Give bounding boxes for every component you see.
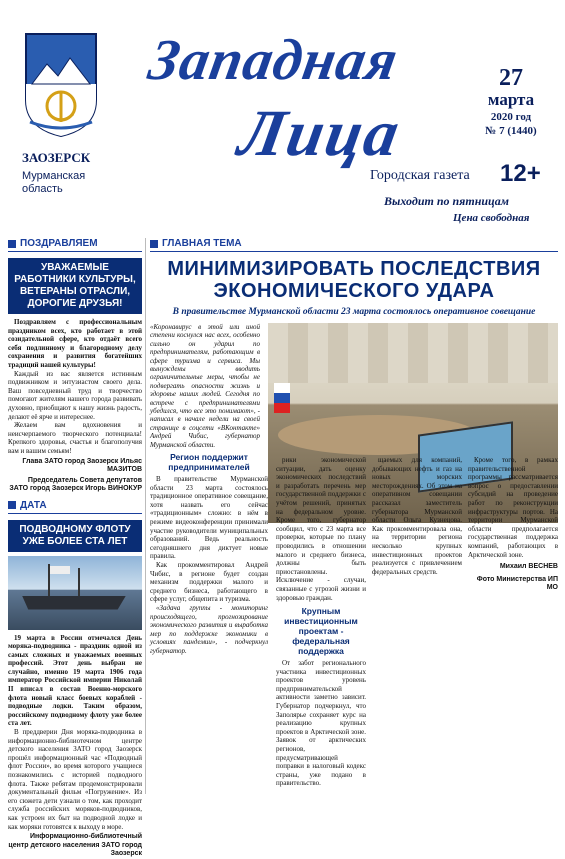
- age-rating: 12+: [500, 160, 541, 187]
- coat-of-arms-icon: [22, 30, 100, 140]
- submarine-photo: [8, 556, 142, 630]
- article-para: щаемых для компаний, добывающих нефть и газ на новых морских месторождениях. Об этом на оперативном совещании рассказал заместитель губернатора Мурманской области Ольга Кузнецова. Как прокомментировала она, на территории региона несколько крупных инвестиционных проектов реализуется с привлечением федеральных средств.: [372, 456, 462, 576]
- section-tag-congrats: ПОЗДРАВЛЯЕМ: [8, 238, 142, 252]
- article-headline: МИНИМИЗИРОВАТЬ ПОСЛЕДСТВИЯ ЭКОНОМИЧЕСКОГО УДАРА: [167, 258, 541, 302]
- date-para: В преддверии Дня моряка-подводника в информационно-библиотечном центре детского населения ЗАТО город Заозерск прошёл информационный час «Подводный флот России», во время которого учащиеся познакомились с историей подводного флота. Также ребятам продемонстрировали документальный фильм «Погружение». Из его сюжета дети узнали о том, как проходит служба российских моряков-подводников, как устроен их быт на подводной лодке и как моряки готовятся к выходу в море.: [8, 728, 142, 831]
- congrats-para: Желаем вам вдохновения и неисчерпаемого творческого потенциала! Крепкого здоровья, счастья и благополучия вам и вашим семьям!: [8, 421, 142, 455]
- issue-day: 27: [499, 65, 523, 91]
- sidebar: [8, 238, 142, 858]
- rubric: Регион поддержит предпринимателей: [168, 452, 250, 472]
- congrats-para: Поздравляем с профессиональным праздником всех, кто работает в этой созидательной сфере, кто отдаёт всего себя подлинному и благородному делу сохранения и развития богатейших традиций нашей культуры!: [8, 318, 142, 369]
- article-para: В правительстве Мурманской области 23 марта состоялось традиционное оперативное совещание, хотя назвать его сейчас «традиционным» сложно: в нём в режиме видеоконференции принимали участие руководители муниципальных образований. Ведь реальность сегодняшнего дня диктует новые правила.: [150, 475, 268, 561]
- gazette-type: Городская газета: [370, 168, 470, 183]
- issue-date-box: [465, 66, 557, 138]
- photo-credit: Фото Министерства ИП МО: [476, 575, 558, 592]
- publication-schedule: Выходит по пятницам: [384, 194, 509, 208]
- main-article: [150, 238, 558, 794]
- masthead: [0, 0, 565, 232]
- article-para: рики экономической ситуации, дать оценку экономических последствий и разработать перечень мер государственной поддержки с учётом решений, принятых на федеральном уровне. Кроме того, губернатор сообщил, что с 23 марта все проверки, которые по плану проводились в отношении малого и среднего бизнеса, должны быть приостановлены. Исключение - случаи, связанные с угрозой жизни и здоровью граждан.: [276, 456, 366, 602]
- article-para: Кроме того, в рамках правительственной программы рассматривается вопрос о предоставлении субсидий на проведение работ по реконструкции инфраструктуры портов. На территории Мурманской области предполагается государственная поддержка компаний, работающих в Арктической зоне.: [468, 456, 558, 559]
- title-line1: Западная: [144, 27, 404, 92]
- article-para: «Задача группы - мониторинг происходящего, прогнозирование экономического развития и выработка мер по поддержке экономики в условиях пандемии», - подчеркнул губернатор.: [150, 603, 268, 655]
- article-para: От забот регионального участника инвестиционных проектов уровень предпринимательской активности заметно зависит. Губернатор подчеркнул, что Заполярье сохраняет курс на реализацию крупных проектов в Арктической зоне. Заявок от арктических регионов, предусматривающей поправки в налоговый кодекс страны, уже подано в правительство.: [276, 659, 366, 788]
- section-tag-date: ДАТА: [8, 500, 142, 514]
- article-column-4: [468, 456, 558, 776]
- signature: Информационно-библиотечный центр детского населения ЗАТО город Заозерск: [8, 833, 142, 858]
- issue-number: № 7 (1440): [485, 125, 537, 137]
- price-label: Цена свободная: [453, 212, 530, 224]
- title-line2: Лица: [233, 97, 407, 170]
- signature: Председатель Совета депутатов ЗАТО город Заозерск Игорь ВИНОКУР: [9, 476, 142, 492]
- congrats-para: Каждый из вас является истинным подвижником и энтузиастом своего дела. Ваш повседневный труд и творчество помогают жителям нашего города развивать духовно, приобщают к нашу жизнь радость, делают её ярче и интереснее.: [8, 369, 142, 421]
- column-divider: [145, 238, 146, 794]
- issue-year: 2020 год: [490, 111, 532, 123]
- date-para: 19 марта в России отмечался День моряка-подводника - праздник одной из самых сложных и уважаемых военных профессий. Этот день выбран не случайно, именно 19 марта 1906 года император Российской империи Николай II вписал в состав Военно-морского флота новый класс боевых кораблей - подводные лодки. Таким образом, российскому подводному флоту уже более ста лет.: [8, 633, 142, 728]
- date-headline: ПОДВОДНОМУ ФЛОТУ УЖЕ БОЛЕЕ СТА ЛЕТ: [8, 520, 142, 552]
- congrats-headline: УВАЖАЕМЫЕ РАБОТНИКИ КУЛЬТУРЫ, ВЕТЕРАНЫ ОТРАСЛИ, ДОРОГИЕ ДРУЗЬЯ!: [8, 258, 142, 314]
- region-name: Мурманская область: [22, 170, 86, 195]
- square-icon: [150, 240, 158, 248]
- city-name: ЗАОЗЕРСК: [22, 150, 91, 165]
- congrats-body: [8, 318, 142, 456]
- rubric: Крупным инвестиционным проектам - федеральная поддержка: [284, 606, 358, 657]
- newspaper-title: [120, 26, 460, 176]
- square-icon: [8, 240, 16, 248]
- author-signature: Михаил ВЕСНЕВ: [499, 563, 558, 571]
- date-body: [8, 634, 142, 832]
- article-subhead: В правительстве Мурманской области 23 марта состоялось оперативное совещание: [172, 307, 536, 317]
- article-column-2: [276, 456, 366, 788]
- signature: Глава ЗАТО город Заозерск Ильяс МАЗИТОВ: [22, 457, 142, 473]
- article-column-3: [372, 456, 462, 776]
- square-icon: [8, 501, 16, 509]
- article-column-1: [150, 448, 268, 655]
- article-columns: [276, 456, 558, 788]
- article-para: Как прокомментировал Андрей Чибис, в регионе будет создан механизм поддержки малого и среднего бизнеса, работающего в сфере услуг, общепита и туризма.: [150, 560, 268, 604]
- section-tag-main: ГЛАВНАЯ ТЕМА: [150, 238, 558, 252]
- issue-month: марта: [487, 90, 535, 109]
- lead-quote: «Коронавирус в этой или иной степени коснулся нас всех, особенно сильно он ударил по предпринимателям, работающим в сфере туризма и сервиса. Мы вынуждены вводить ограничительные меры, чтобы не подвергать опасности жизнь и здоровье наших людей. Сегодня по встрече с предпринимателями убедился, что все это понимают», - написал в начале недели на своей странице в соцсети «ВКонтакте» Андрей Чибис, губернатор Мурманской области.: [150, 323, 260, 449]
